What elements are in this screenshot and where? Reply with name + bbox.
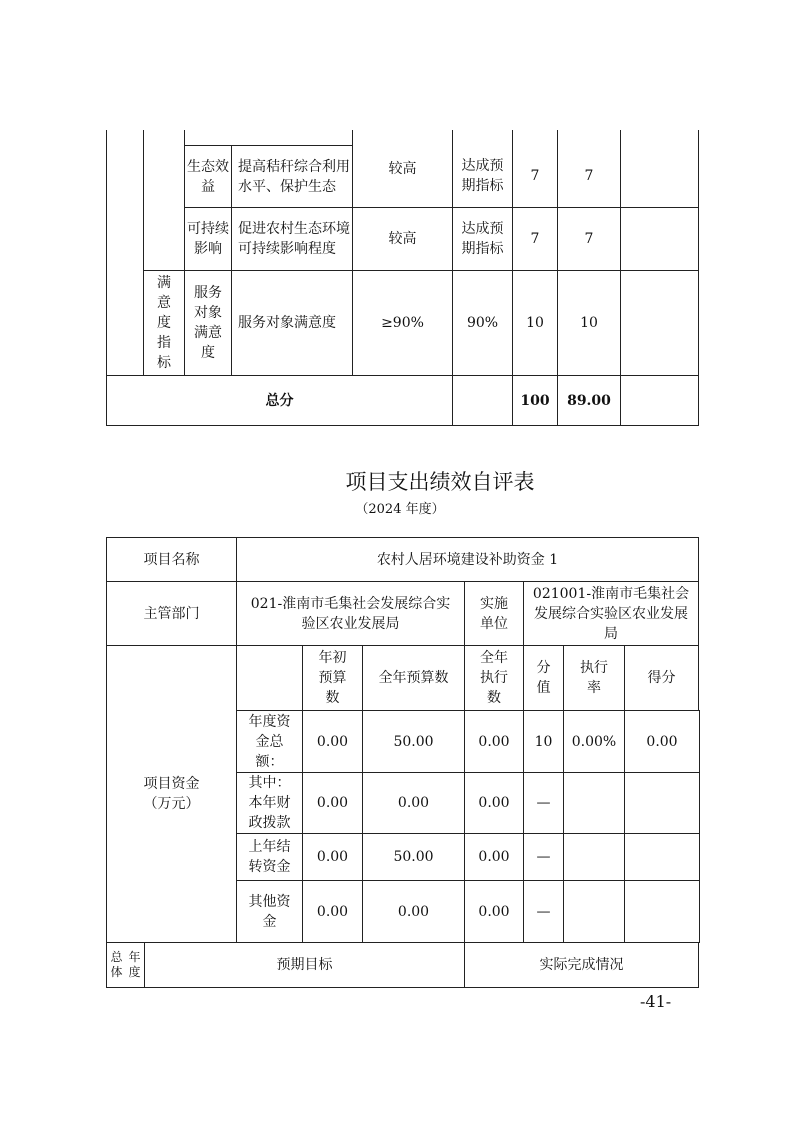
cell-blank xyxy=(620,270,699,376)
cell-actual: 达成预期指标 xyxy=(452,207,513,271)
fund-value: 50.00 xyxy=(362,710,465,773)
fund-value: 0.00 xyxy=(464,772,524,834)
header: 分值 xyxy=(523,645,564,711)
actual-label: 实际完成情况 xyxy=(464,942,699,988)
cell-desc: 服务对象满意度 xyxy=(231,270,353,376)
page-subtitle: （2024 年度） xyxy=(355,502,445,517)
goal-label xyxy=(106,942,145,988)
header: 全年执行数 xyxy=(464,645,524,711)
header: 全年预算数 xyxy=(362,645,465,711)
cell-blank xyxy=(620,207,699,271)
dept: 021-淮南市毛集社会发展综合实验区农业发展局 xyxy=(236,581,465,646)
fund-value: 0.00 xyxy=(302,833,363,881)
fund-value: 10 xyxy=(523,710,564,773)
cell-score: 10 xyxy=(557,270,621,376)
goal-label-text-2: 年度 xyxy=(128,950,141,979)
fund-value xyxy=(624,833,700,881)
impl-label: 实施单位 xyxy=(464,581,524,646)
cell-score: 7 xyxy=(557,130,621,208)
page-title: 项目支出绩效自评表 xyxy=(345,470,535,494)
fund-value: 0.00 xyxy=(302,710,363,773)
total-weight: 100 xyxy=(512,375,558,426)
fund-value: 0.00 xyxy=(362,772,465,834)
fund-value xyxy=(563,772,625,834)
cell-weight: 7 xyxy=(512,207,558,271)
cell-blank xyxy=(620,130,699,208)
cell-actual: 90% xyxy=(452,270,513,376)
cell-blank xyxy=(236,645,303,711)
fund-value xyxy=(624,772,700,834)
header: 执行率 xyxy=(563,645,625,711)
project-name: 农村人居环境建设补助资金 1 xyxy=(236,537,699,582)
fund-row-label: 其中：本年财政拨款 xyxy=(236,772,303,834)
project-name-label: 项目名称 xyxy=(106,537,237,582)
total-label: 总分 xyxy=(106,375,453,426)
fund-value: 0.00 xyxy=(464,710,524,773)
cell-actual: 达成预期指标 xyxy=(452,130,513,208)
fund-row-label: 上年结转资金 xyxy=(236,833,303,881)
expected-label: 预期目标 xyxy=(144,942,465,988)
cell-desc: 促进农村生态环境可持续影响程度 xyxy=(231,207,353,271)
cell-sub: 生态效益 xyxy=(184,145,232,208)
fund-value: — xyxy=(523,772,564,834)
cell-target: 较高 xyxy=(352,130,453,208)
cell-blank xyxy=(620,375,699,426)
funds-label: 项目资金（万元） xyxy=(106,645,237,943)
cell-target: ≥90% xyxy=(352,270,453,376)
page-number: -41- xyxy=(640,992,672,1011)
fund-value xyxy=(563,880,625,943)
cell-desc: 提高秸秆综合利用水平、保护生态 xyxy=(231,145,353,208)
fund-value: 0.00% xyxy=(563,710,625,773)
cell-weight: 7 xyxy=(512,130,558,208)
fund-value: 0.00 xyxy=(464,880,524,943)
fund-value: 0.00 xyxy=(464,833,524,881)
cell-score: 7 xyxy=(557,207,621,271)
cell-blank xyxy=(143,130,185,271)
cell-weight: 10 xyxy=(512,270,558,376)
cell-category: 满意度指标 xyxy=(143,270,185,376)
goal-label-text: 总体 xyxy=(110,950,123,979)
impl: 021001-淮南市毛集社会发展综合实验区农业发展局 xyxy=(523,581,699,646)
fund-row-label: 其他资金 xyxy=(236,880,303,943)
fund-value xyxy=(624,880,700,943)
cell-sub: 服务对象满意度 xyxy=(184,270,232,376)
fund-value: 0.00 xyxy=(362,880,465,943)
header: 年初预算数 xyxy=(302,645,363,711)
cell-blank xyxy=(452,375,513,426)
fund-value: 0.00 xyxy=(302,880,363,943)
fund-value: — xyxy=(523,833,564,881)
fund-value: 50.00 xyxy=(362,833,465,881)
cell-target: 较高 xyxy=(352,207,453,271)
fund-value: 0.00 xyxy=(624,710,700,773)
dept-label: 主管部门 xyxy=(106,581,237,646)
total-score: 89.00 xyxy=(557,375,621,426)
fund-value: — xyxy=(523,880,564,943)
cell-sub: 可持续影响 xyxy=(184,207,232,271)
fund-row-label: 年度资金总额： xyxy=(236,710,303,773)
fund-value: 0.00 xyxy=(302,772,363,834)
fund-value xyxy=(563,833,625,881)
cell-blank xyxy=(106,130,144,376)
header: 得分 xyxy=(624,645,699,711)
